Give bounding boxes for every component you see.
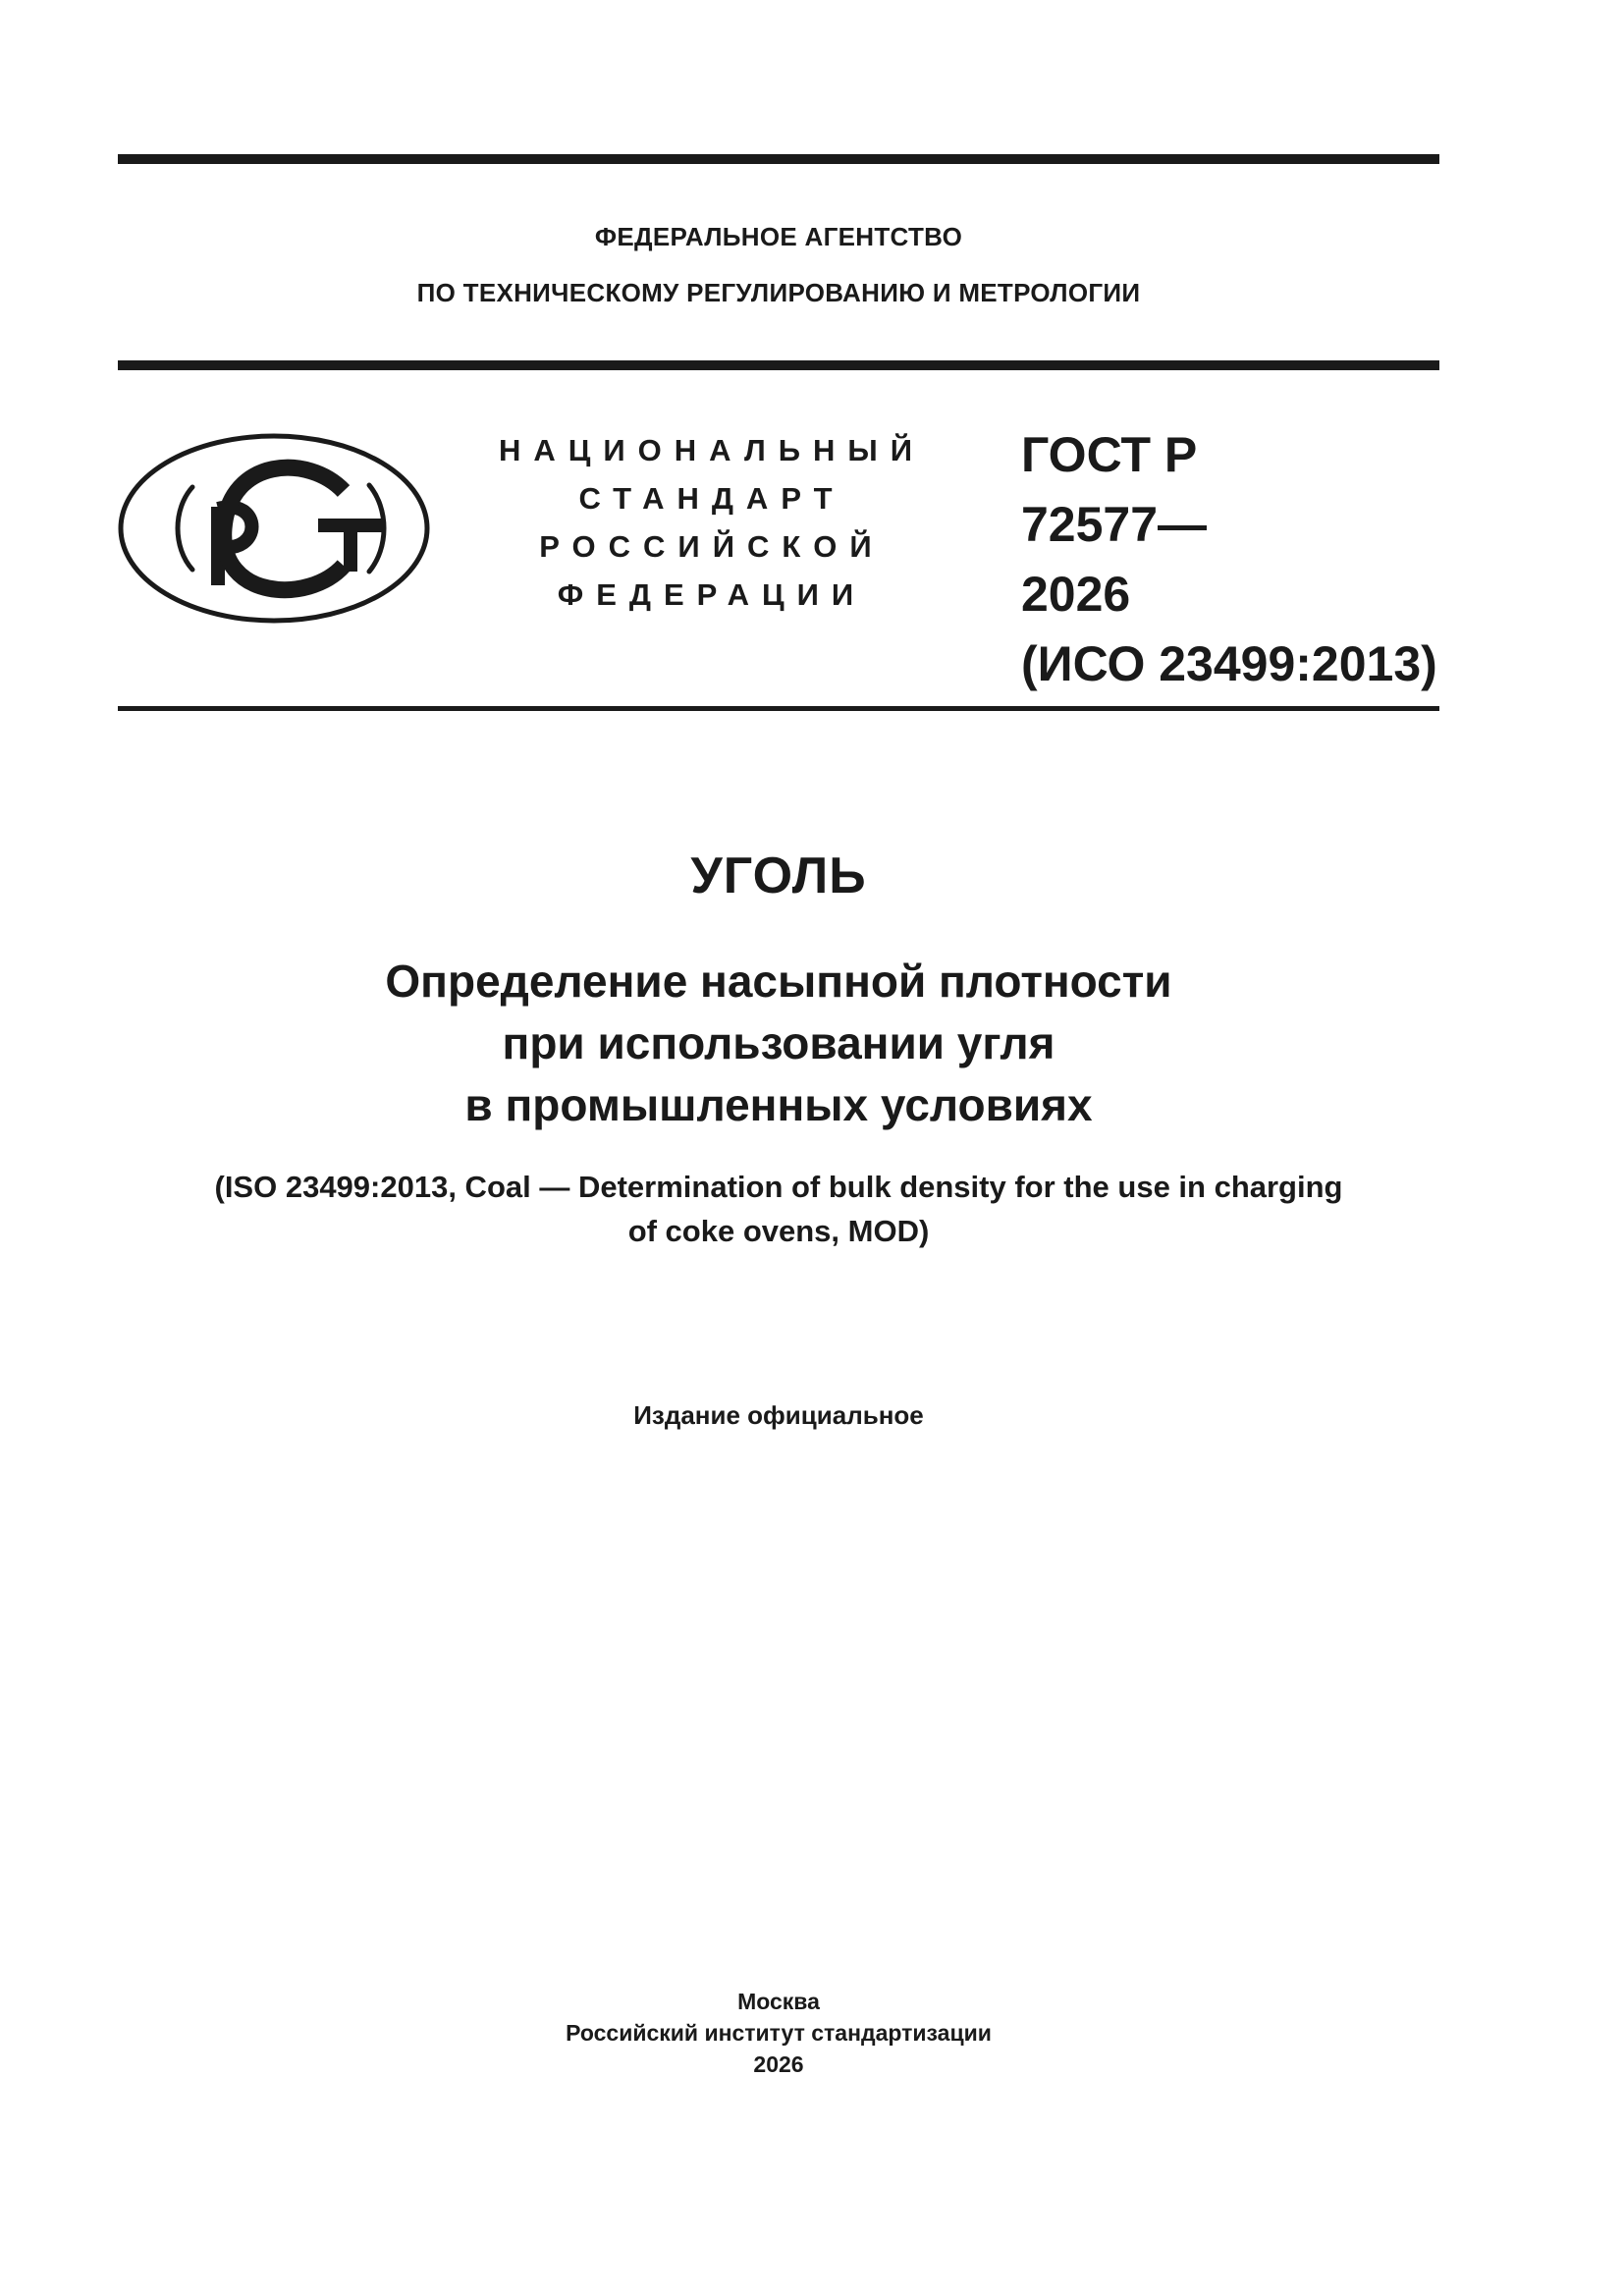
- iso-reference-line-1: (ISO 23499:2013, Coal — Determination of bulk density for the use in charging: [214, 1170, 1343, 1204]
- imprint-publisher: Российский институт стандартизации: [566, 2020, 992, 2046]
- designation-line-1: ГОСТ Р: [1021, 427, 1198, 482]
- top-rule: [118, 154, 1439, 164]
- standard-type: [461, 426, 962, 619]
- agency-line-1: ФЕДЕРАЛЬНОЕ АГЕНТСТВО: [594, 222, 963, 251]
- imprint: [118, 1986, 1439, 2080]
- designation-line-2: 72577—: [1021, 497, 1208, 552]
- standard-designation: [1021, 420, 1437, 699]
- agency-line-2: ПО ТЕХНИЧЕСКОМУ РЕГУЛИРОВАНИЮ И МЕТРОЛОГИИ: [416, 278, 1141, 307]
- document-title: УГОЛЬ: [690, 847, 867, 904]
- document-subtitle: [118, 951, 1439, 1136]
- designation-line-4: (ИСО 23499:2013): [1021, 636, 1437, 691]
- iso-reference: [118, 1165, 1439, 1253]
- imprint-city: Москва: [737, 1989, 820, 2014]
- subtitle-line-2: при использовании угля: [502, 1017, 1055, 1068]
- standard-type-line-2: СТАНДАРТ: [578, 481, 845, 516]
- subtitle-line-1: Определение насыпной плотности: [385, 956, 1172, 1007]
- standard-type-line-1: НАЦИОНАЛЬНЫЙ: [498, 433, 926, 467]
- iso-reference-line-2: of coke ovens, MOD): [627, 1214, 930, 1248]
- rst-certification-mark-icon: [116, 430, 432, 627]
- edition-label: Издание официальное: [633, 1400, 924, 1430]
- standard-type-line-4: ФЕДЕРАЦИИ: [557, 577, 867, 612]
- header-bottom-rule: [118, 360, 1439, 370]
- designation-line-3: 2026: [1021, 567, 1131, 622]
- standard-type-line-3: РОССИЙСКОЙ: [539, 529, 885, 564]
- imprint-year: 2026: [753, 2051, 804, 2077]
- designation-bottom-rule: [118, 706, 1439, 711]
- subtitle-line-3: в промышленных условиях: [464, 1079, 1093, 1130]
